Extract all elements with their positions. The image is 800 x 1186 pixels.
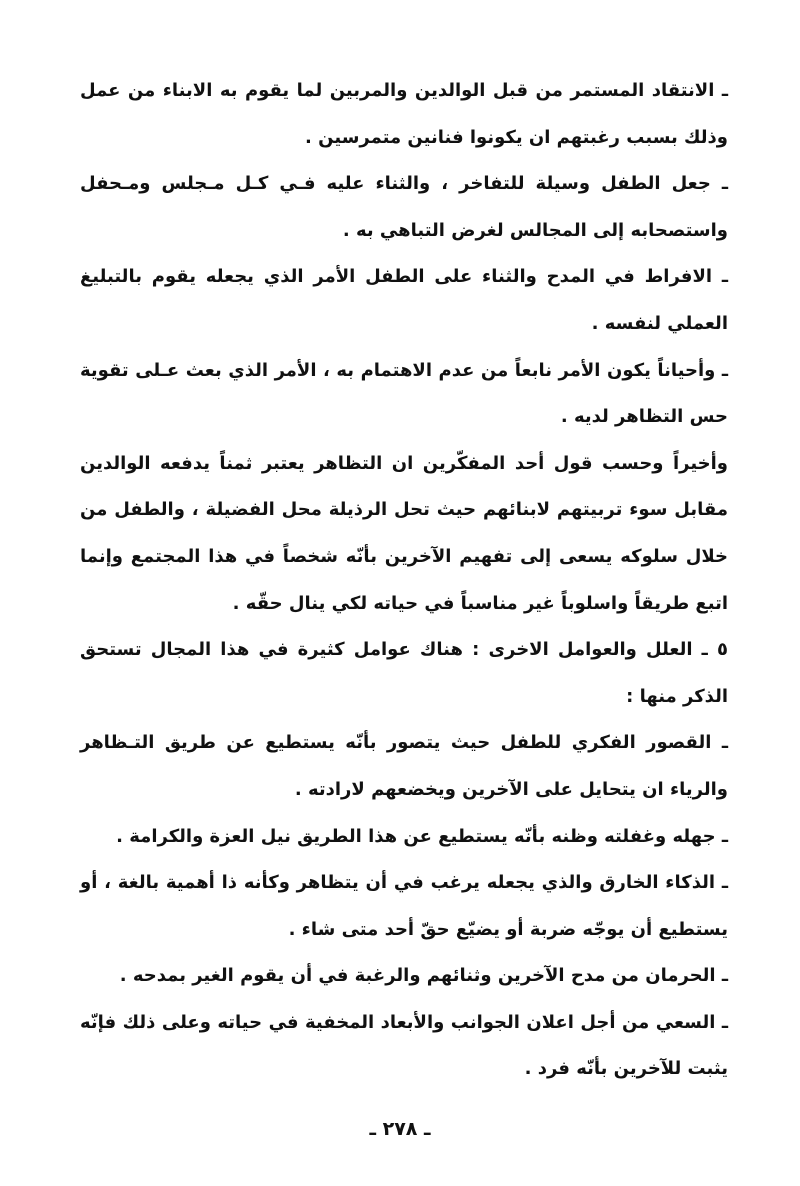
list-item-ignorance: ـ جهله وغفلته وظنه بأنّه يستطيع عن هذا الطريق نيل العزة والكرامة .	[116, 825, 728, 847]
paragraph-conclusion: وأخيراً وحسب قول أحد المفكّرين ان التظاهر يعتبر ثمناً يدفعه الوالدين مقابل سوء تربيتهم لابنائهم حيث تحل الرذيلة محل الفضيلة ، والطفل من خلال سلوكه يسعى إلى تفهيم الآخرين بأنّه شخصاً في هذا المجتمع وإنما اتبع طريقاً واسلوباً غير مناسباً في حياته لكي ينال حقّه .	[80, 452, 728, 614]
list-item-hidden-aspects: ـ السعي من أجل اعلان الجوانب والأبعاد المخفية في حياته وعلى ذلك فإنّه يثبت للآخرين بأنّه فرد .	[80, 1011, 728, 1080]
section-heading-other-causes: ٥ ـ العلل والعوامل الاخرى : هناك عوامل كثيرة في هذا المجال تستحق الذكر منها :	[80, 639, 728, 707]
list-item-intelligence: ـ الذكاء الخارق والذي يجعله يرغب في أن يتظاهر وكأنه ذا أهمية بالغة ، أو يستطيع أن يوجّه ضربة أو يضيّع حقّ أحد متى شاء .	[80, 872, 728, 940]
list-item-bragging: ـ جعل الطفل وسيلة للتفاخر ، والثناء عليه فـي كـل مـجلس ومـحفل واستصحابه إلى المجالس لغرض التباهي به .	[80, 173, 728, 241]
list-item-deprivation: ـ الحرمان من مدح الآخرين وثنائهم والرغبة في أن يقوم الغير بمدحه .	[119, 965, 728, 987]
list-item-neglect: ـ وأحياناً يكون الأمر نابعاً من عدم الاهتمام به ، الأمر الذي بعث عـلى تقوية حس التظاهر لديه .	[80, 359, 728, 428]
list-item-excessive-praise: ـ الافراط في المدح والثناء على الطفل الأمر الذي يجعله يقوم بالتبليغ العملي لنفسه .	[80, 266, 728, 334]
list-item-criticism: ـ الانتقاد المستمر من قبل الوالدين والمربين لما يقوم به الابناء من عمل وذلك بسبب رغبتهم ان يكونوا فنانين متمرسين .	[80, 80, 728, 148]
list-item-intellectual-deficiency: ـ القصور الفكري للطفل حيث يتصور بأنّه يستطيع عن طريق التـظاهر والرياء ان يتحايل على الآخرين ويخضعهم لارادته .	[80, 732, 728, 800]
page-number: ـ ٢٧٨ ـ	[369, 1118, 431, 1140]
page-body	[80, 68, 728, 1093]
